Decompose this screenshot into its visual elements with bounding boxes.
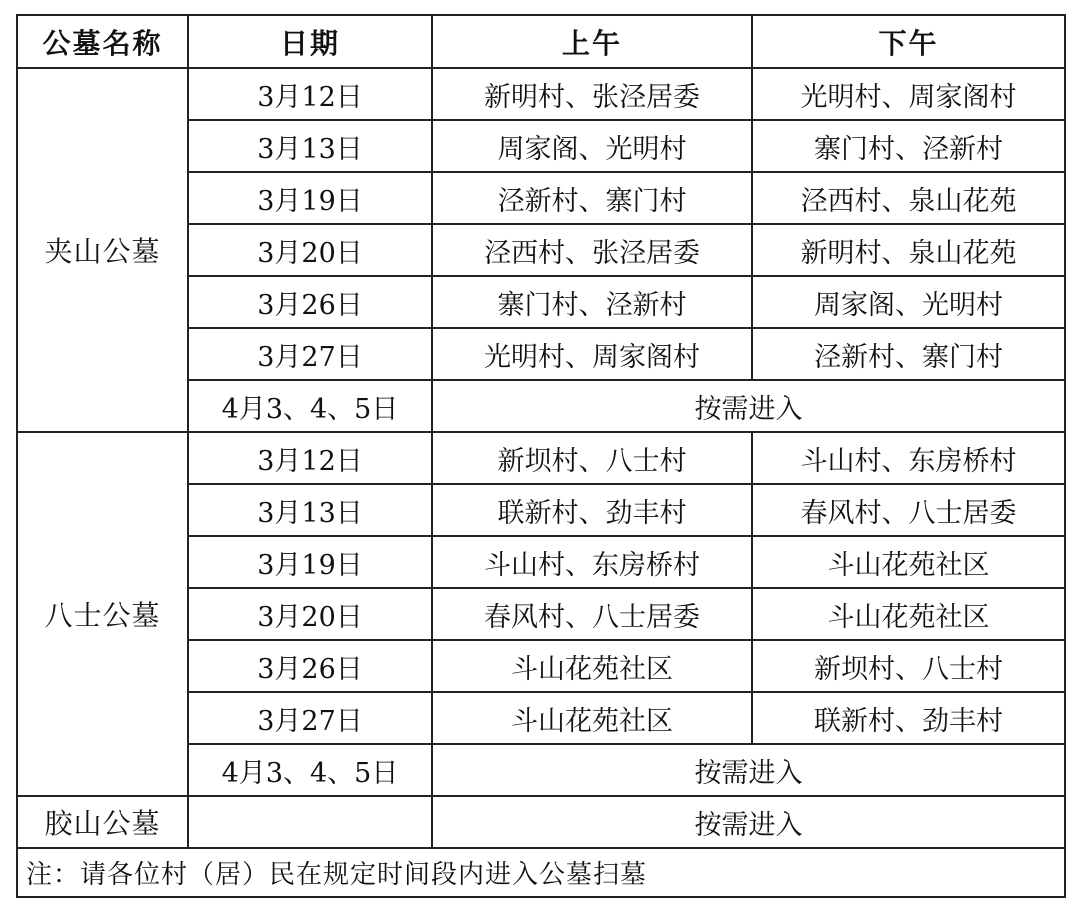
header-afternoon: 下午 <box>752 15 1065 68</box>
date-cell: 3月13日 <box>188 120 432 172</box>
afternoon-cell: 春风村、八士居委 <box>752 484 1065 536</box>
afternoon-cell: 斗山花苑社区 <box>752 536 1065 588</box>
morning-cell: 泾西村、张泾居委 <box>432 224 752 276</box>
date-cell: 3月19日 <box>188 536 432 588</box>
date-cell: 4月3、4、5日 <box>188 744 432 796</box>
date-cell <box>188 796 432 848</box>
morning-cell: 周家阁、光明村 <box>432 120 752 172</box>
morning-cell: 新坝村、八士村 <box>432 432 752 484</box>
cemetery-schedule-table <box>16 14 1066 898</box>
table-row <box>17 432 1065 484</box>
date-cell: 3月27日 <box>188 328 432 380</box>
afternoon-cell: 斗山花苑社区 <box>752 588 1065 640</box>
date-cell: 3月26日 <box>188 640 432 692</box>
footnote: 注：请各位村（居）民在规定时间段内进入公墓扫墓 <box>17 848 1065 897</box>
date-cell: 3月19日 <box>188 172 432 224</box>
morning-cell: 斗山花苑社区 <box>432 692 752 744</box>
on-demand-cell: 按需进入 <box>432 380 1065 432</box>
afternoon-cell: 联新村、劲丰村 <box>752 692 1065 744</box>
morning-cell: 春风村、八士居委 <box>432 588 752 640</box>
morning-cell: 新明村、张泾居委 <box>432 68 752 120</box>
date-cell: 4月3、4、5日 <box>188 380 432 432</box>
afternoon-cell: 泾西村、泉山花苑 <box>752 172 1065 224</box>
afternoon-cell: 光明村、周家阁村 <box>752 68 1065 120</box>
morning-cell: 斗山村、东房桥村 <box>432 536 752 588</box>
date-cell: 3月26日 <box>188 276 432 328</box>
date-cell: 3月20日 <box>188 588 432 640</box>
morning-cell: 寨门村、泾新村 <box>432 276 752 328</box>
header-morning: 上午 <box>432 15 752 68</box>
date-cell: 3月27日 <box>188 692 432 744</box>
header-date: 日期 <box>188 15 432 68</box>
date-cell: 3月12日 <box>188 432 432 484</box>
cemetery-name: 胶山公墓 <box>17 796 188 848</box>
morning-cell: 斗山花苑社区 <box>432 640 752 692</box>
morning-cell: 联新村、劲丰村 <box>432 484 752 536</box>
schedule-container <box>16 14 1066 898</box>
date-cell: 3月20日 <box>188 224 432 276</box>
afternoon-cell: 周家阁、光明村 <box>752 276 1065 328</box>
header-row <box>17 15 1065 68</box>
cemetery-name: 八士公墓 <box>17 432 188 796</box>
on-demand-cell: 按需进入 <box>432 796 1065 848</box>
header-cemetery: 公墓名称 <box>17 15 188 68</box>
afternoon-cell: 泾新村、寨门村 <box>752 328 1065 380</box>
afternoon-cell: 新坝村、八士村 <box>752 640 1065 692</box>
table-row <box>17 796 1065 848</box>
morning-cell: 光明村、周家阁村 <box>432 328 752 380</box>
cemetery-name: 夹山公墓 <box>17 68 188 432</box>
on-demand-cell: 按需进入 <box>432 744 1065 796</box>
note-row <box>17 848 1065 897</box>
date-cell: 3月13日 <box>188 484 432 536</box>
date-cell: 3月12日 <box>188 68 432 120</box>
table-row <box>17 68 1065 120</box>
morning-cell: 泾新村、寨门村 <box>432 172 752 224</box>
afternoon-cell: 新明村、泉山花苑 <box>752 224 1065 276</box>
afternoon-cell: 寨门村、泾新村 <box>752 120 1065 172</box>
afternoon-cell: 斗山村、东房桥村 <box>752 432 1065 484</box>
